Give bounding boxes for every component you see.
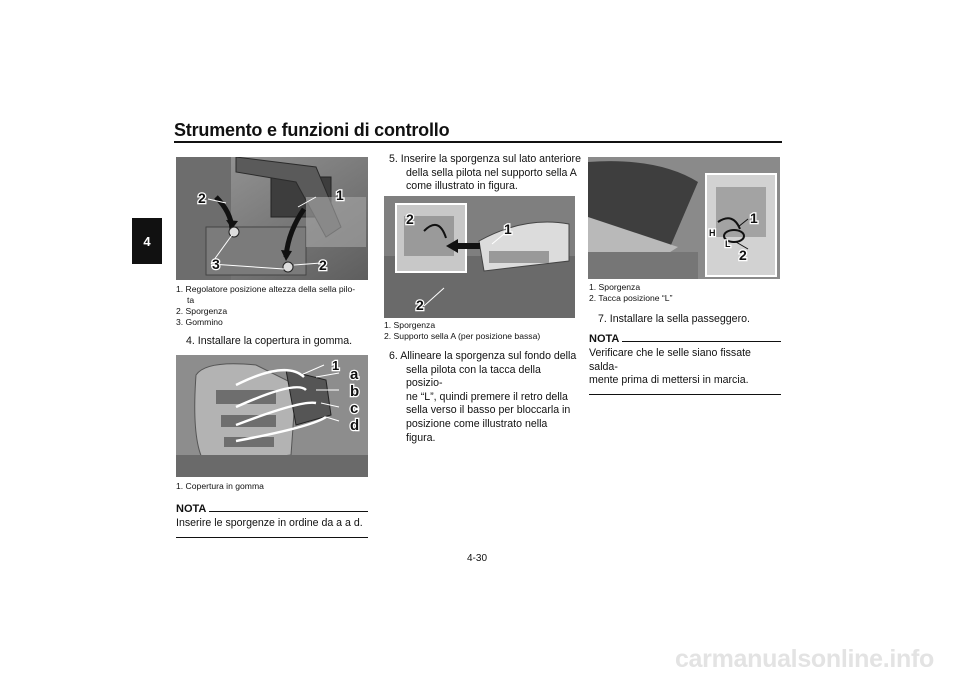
header-rule <box>174 141 782 143</box>
photo1-label-2b: 2 <box>319 257 327 273</box>
nota-label: NOTA <box>589 333 620 345</box>
caption-photo4: 1. Sporgenza 2. Tacca posizione “L” <box>589 282 673 303</box>
caption-photo3: 1. Sporgenza 2. Supporto sella A (per posizione bassa) <box>384 320 541 341</box>
photo1-label-3: 3 <box>212 256 220 272</box>
nota-text: Inserire le sporgenze in ordine da a a d. <box>176 517 363 529</box>
nota-box-2 <box>589 333 781 395</box>
step-4: 4. Installare la copertura in gomma. <box>186 335 353 347</box>
watermark: carmanualsonline.info <box>674 645 934 673</box>
nota-box-1 <box>176 503 368 538</box>
photo2-label-c: c <box>350 400 359 417</box>
photo-rubber-cover <box>176 355 368 477</box>
step-7: 7. Installare la sella passeggero. <box>598 313 750 325</box>
nota-label: NOTA <box>176 503 207 515</box>
step-5: 5. Inserire la sporgenza sul lato anteriore della sella pilota nel supporto sella A come illustrato in figura. <box>389 153 581 193</box>
photo1-label-1: 1 <box>336 187 344 203</box>
footer <box>0 638 960 678</box>
photo4-label-l: L <box>725 239 731 249</box>
photo3-label-2a: 2 <box>406 211 414 227</box>
chapter-tab: 4 <box>132 218 162 264</box>
photo4-label-1: 1 <box>750 210 758 226</box>
page-number: 4-30 <box>467 553 488 564</box>
photo4-label-h: H <box>709 228 716 238</box>
caption-photo2: 1. Copertura in gomma <box>176 481 264 491</box>
photo-seat-notch <box>588 157 780 279</box>
photo2-label-1: 1 <box>332 358 340 373</box>
photo4-label-2: 2 <box>739 247 747 263</box>
photo1-label-2a: 2 <box>198 190 206 206</box>
photo-seat-adjuster <box>176 157 368 280</box>
caption-photo1: 1. Regolatore posizione altezza della sella pilo- ta 2. Sporgenza 3. Gommino <box>176 284 356 327</box>
photo2-label-b: b <box>350 383 360 400</box>
photo-seat-support-a <box>384 196 575 318</box>
step-6: 6. Allineare la sporgenza sul fondo della sella pilota con la tacca della posizio- ne “L”, quindi premere il retro della sella verso il basso per bloccarla in posizione come illustrato nella figura. <box>389 350 577 444</box>
photo3-label-2b: 2 <box>416 297 424 313</box>
page-title: Strumento e funzioni di controllo <box>174 120 450 140</box>
photo3-label-1: 1 <box>504 221 512 237</box>
photo2-label-d: d <box>350 417 360 434</box>
nota-text: Verificare che le selle siano fissate salda- mente prima di mettersi in marcia. <box>589 347 751 387</box>
photo2-label-a: a <box>350 366 359 383</box>
